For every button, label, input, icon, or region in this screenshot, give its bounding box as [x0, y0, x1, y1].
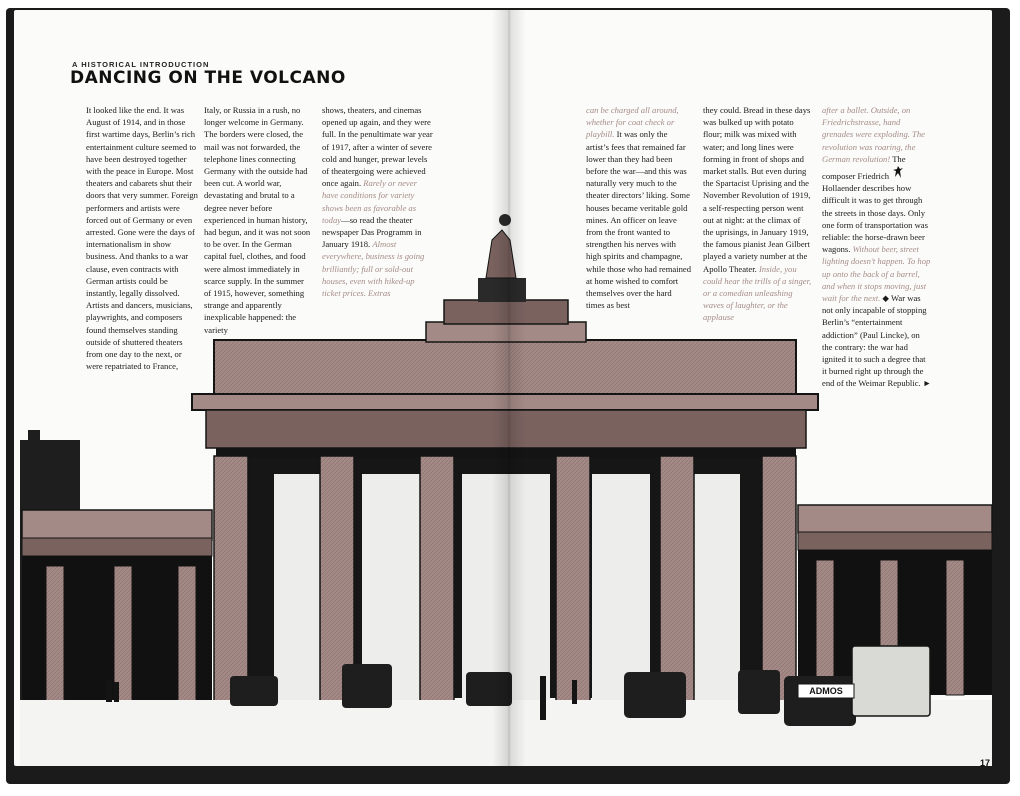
column-6-text-c: Hollaender describes: [822, 183, 895, 194]
page-title: DANCING ON THE VOLCANO: [70, 68, 346, 88]
text-column-4: [586, 104, 692, 311]
column-6-quote: after a ballet. Outside, on Friedrichstrasse, hand grenades were exploding. The revolution was roaring, the German revolution!: [822, 105, 925, 164]
column-6-text-f: ◆ War was not only incapable of stopping Berlin’s “entertainment addiction” (Paul Lincke), on the contrary: the war had ignited it to such a degree that it burned right up through the end of the Weimar Republic. ►: [822, 293, 932, 389]
column-6-text-b: The composer Friedrich: [822, 153, 906, 182]
column-3-text-c: —so read the theater newspaper Das Programm in January 1918.: [322, 214, 422, 250]
left-buildings: [20, 430, 212, 701]
text-column-5: [703, 104, 813, 324]
page-number: 17: [979, 758, 990, 768]
column-3-quote: Rarely or never have conditions for variety shows been as favorable as today: [322, 178, 417, 225]
text-column-3: [322, 104, 434, 299]
column-5-text: they could. Bread in these days was bulked up with potato flour; milk was mixed with water; and long lines were forming in front of shops and market stalls. But even during the Spartacist Uprising and the November Revolution of 1919, a self-respecting person went out at night: at the climax of the uprisings, in January 1919, the famous pianist Jean Gilbert played a variety number at the Apollo Theater.: [703, 105, 811, 274]
text-column-6: [822, 104, 932, 390]
column-6-text-d: how difficult it was to get through the streets in those days. Only one form of transportation was reliable: the horse-drawn beer wagons.: [822, 183, 928, 255]
column-1-text: It looked like the end. It was August of 1914, and in those first wartime days, Berlin’s rich entertainment culture seemed to have been destroyed together with the peace in Europe. Most theaters and cabarets shut their doors that very summer. Foreign performers and artists were forced out of Germany or even arrested. Gone were the days of internationalism in show business. And thanks to a war clause, even contracts with German artists could be instantly, legally dissolved. Artists and dancers, musicians, playwrights, and composers found themselves standing outside of shuttered theaters from one day to the next, or were repatriated to France,: [86, 105, 198, 372]
section-kicker: A HISTORICAL INTRODUCTION: [72, 60, 210, 69]
text-column-2: [204, 104, 312, 336]
column-4-quote: can be charged all around, whether for coat check or playbill.: [586, 105, 679, 140]
column-5-quote: Inside, you could hear the trills of a singer, or a comedian unleashing waves of laughter, or the applause: [703, 263, 812, 323]
column-2-text: Italy, or Russia in a rush, no longer welcome in Germany. The borders were closed, the mail was not forwarded, the telephone lines connecting Germany with the outside had been cut. A world war, devastating and brutal to a degree never before experienced in human history, had begun, and it was not soon to be over. In the German capital fuel, clothes, and food were almost immediately in scarce supply. In the summer of 1915, however, something strange and apparently inexplicable happened: the variety: [204, 105, 311, 335]
column-3-quote-2: Almost everywhere, business is going brilliantly; full or sold-out houses, even with hiked-up ticket prices. Extras: [322, 239, 425, 299]
text-column-1: [86, 104, 198, 372]
truck-sign: ADMOS: [809, 686, 843, 696]
column-3-text-a: shows, theaters, and cinemas opened up again, and they were full. In the penultimate war year of 1917, after a winter of severe cold and hunger, prewar levels of theatergoing were achieved once again.: [322, 105, 433, 189]
dancer-icon: [891, 165, 905, 182]
column-4-text: It was only the artist’s fees that remained far lower than they had been before the war—and this was naturally very much to the theater directors’ liking. Some houses became veritable gold mines. An officer on leave from the front wanted to strengthen his nerves with high spirits and champagne, while those who had remained at home wished to comfort themselves over the hard times as best: [586, 129, 692, 311]
column-6-quote-2: Without beer, street lighting doesn’t happen. To hop up onto the back of a barrel, and when it stops moving, just wait for the next.: [822, 244, 931, 304]
